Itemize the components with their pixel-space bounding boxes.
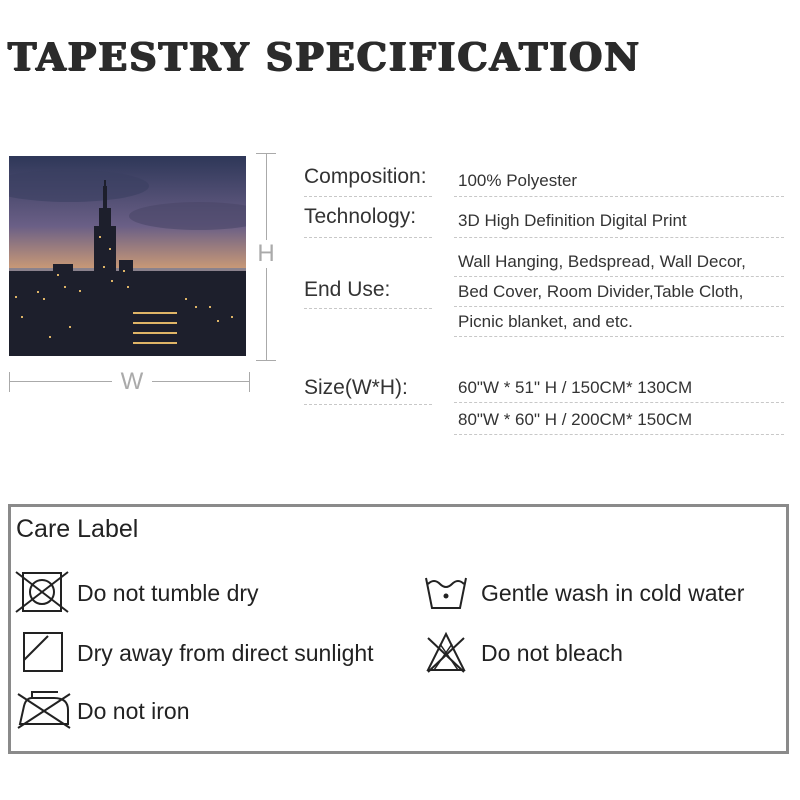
width-dimension-cap-left xyxy=(9,372,10,392)
care-item-text: Gentle wash in cold water xyxy=(481,580,745,606)
care-item-text: Do not bleach xyxy=(481,640,623,666)
care-item-text: Dry away from direct sunlight xyxy=(77,640,374,666)
composition-label: Composition: xyxy=(304,165,427,188)
end-use-value-line: Wall Hanging, Bedspread, Wall Decor, xyxy=(458,252,746,271)
spec-divider xyxy=(454,276,784,277)
technology-value: 3D High Definition Digital Print xyxy=(458,211,687,230)
page-title: TAPESTRY SPECIFICATION xyxy=(8,34,641,79)
height-dimension-cap-top xyxy=(256,153,276,154)
care-item-text: Do not iron xyxy=(77,698,190,724)
spec-divider xyxy=(454,306,784,307)
composition-value: 100% Polyester xyxy=(458,171,578,190)
do-not-bleach-icon xyxy=(418,630,474,674)
height-dimension-cap-bottom xyxy=(256,360,276,361)
do-not-tumble-dry-icon xyxy=(14,570,70,614)
spec-divider xyxy=(454,434,784,435)
do-not-iron-icon xyxy=(14,688,70,732)
width-dimension-cap-right xyxy=(249,372,250,392)
spec-divider xyxy=(304,196,432,197)
tapestry-photo xyxy=(9,156,246,356)
care-item-text: Do not tumble dry xyxy=(77,580,259,606)
spec-divider xyxy=(454,336,784,337)
technology-label: Technology: xyxy=(304,205,417,228)
height-dimension-label: H xyxy=(257,240,275,267)
end-use-label: End Use: xyxy=(304,278,391,301)
spec-divider xyxy=(454,237,784,238)
gentle-wash-cold-icon xyxy=(418,570,474,614)
dry-in-shade-icon xyxy=(18,630,74,674)
spec-divider xyxy=(454,402,784,403)
size-label: Size(W*H): xyxy=(304,376,408,399)
end-use-value-line: Picnic blanket, and etc. xyxy=(458,312,633,331)
care-label-title: Care Label xyxy=(16,515,139,543)
size-value-line: 80"W * 60" H / 200CM* 150CM xyxy=(458,410,693,429)
spec-divider xyxy=(304,237,432,238)
spec-divider xyxy=(304,308,432,309)
spec-divider xyxy=(304,404,432,405)
size-value-line: 60"W * 51" H / 150CM* 130CM xyxy=(458,378,693,397)
width-dimension-label: W xyxy=(112,368,152,396)
spec-divider xyxy=(454,196,784,197)
end-use-value-line: Bed Cover, Room Divider,Table Cloth, xyxy=(458,282,744,301)
